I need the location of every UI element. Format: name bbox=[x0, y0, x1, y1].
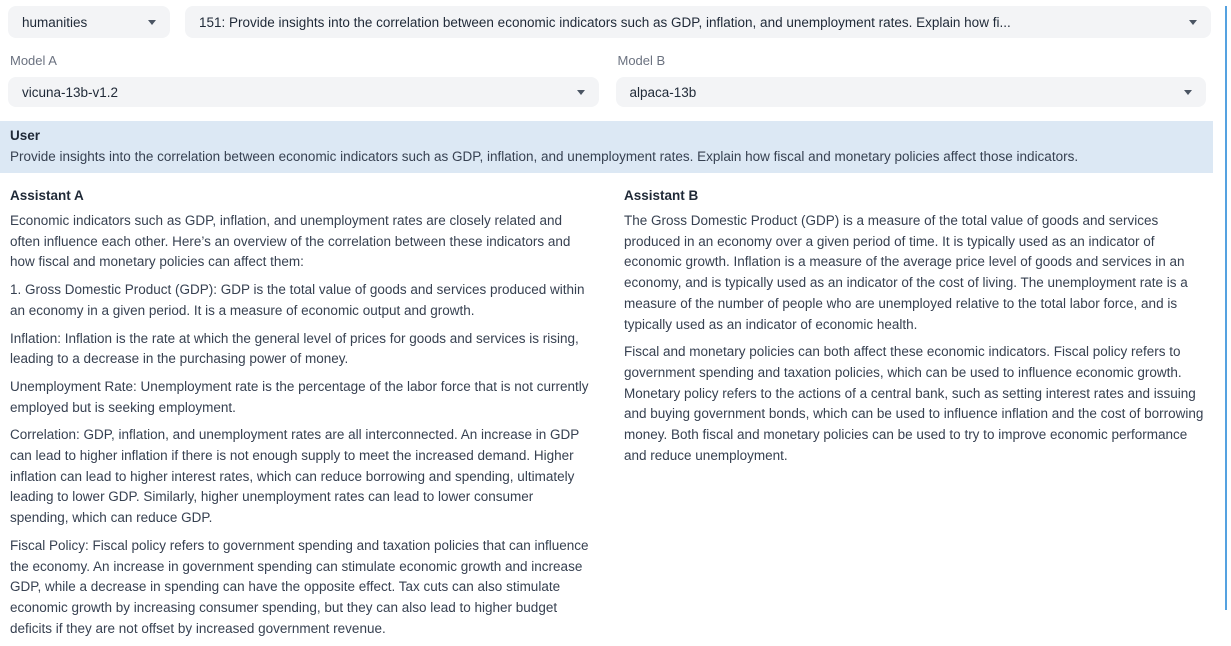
chevron-down-icon bbox=[1189, 20, 1197, 25]
answers-row bbox=[10, 185, 1206, 646]
assistant-b-paragraph: Fiscal and monetary policies can both affect these economic indicators. Fiscal policy refers to government spending and taxation policies, which can be used to influence economic growth. Monetary policy refers to the actions of a central bank, such as setting interest rates and issuing and buying government bonds, which can be used to influence inflation and the cost of borrowing money. Both fiscal and monetary policies can be used to try to improve economic performance and reduce unemployment. bbox=[624, 344, 1204, 463]
category-dropdown-value: humanities bbox=[22, 14, 88, 30]
assistant-b-heading: Assistant B bbox=[624, 188, 699, 203]
filter-row bbox=[8, 6, 1211, 38]
vertical-scrollbar[interactable] bbox=[1225, 6, 1227, 610]
category-dropdown[interactable] bbox=[8, 6, 170, 38]
model-a-dropdown-value: vicuna-13b-v1.2 bbox=[22, 84, 119, 100]
model-a-dropdown[interactable] bbox=[8, 77, 599, 107]
question-dropdown-value: 151: Provide insights into the correlation between economic indicators such as GDP, inflation, and unemployment rates. Explain how fi... bbox=[199, 14, 1011, 30]
model-a-selector bbox=[8, 53, 599, 107]
model-selector-row bbox=[8, 53, 1206, 107]
assistant-a-paragraph: Inflation: Inflation is the rate at which the general level of prices for goods and services is rising, leading to a decrease in the purchasing power of money. bbox=[10, 330, 579, 367]
assistant-a-heading: Assistant A bbox=[10, 188, 84, 203]
assistant-a-paragraph: 1. Gross Domestic Product (GDP): GDP is the total value of goods and services produced within an economy in a given period. It is a measure of economic output and growth. bbox=[10, 282, 585, 318]
question-dropdown[interactable] bbox=[185, 6, 1211, 38]
assistant-a-paragraph: Unemployment Rate: Unemployment rate is the percentage of the labor force that is not currently employed but is seeking employment. bbox=[10, 378, 589, 415]
model-b-label: Model B bbox=[617, 53, 666, 68]
user-message bbox=[0, 121, 1213, 173]
assistant-a-paragraph: Economic indicators such as GDP, inflation, and unemployment rates are closely related and often influence each other. Here’s an overview of the correlation between these indicators and how fiscal and monetary policies can affect them: bbox=[10, 213, 571, 270]
model-b-selector bbox=[616, 53, 1207, 107]
assistant-b-panel bbox=[624, 185, 1206, 646]
assistant-a-panel bbox=[10, 185, 592, 646]
user-message-text: Provide insights into the correlation between economic indicators such as GDP, inflation, and unemployment rates. Explain how fiscal and monetary policies affect those indicators. bbox=[10, 149, 1079, 164]
chevron-down-icon bbox=[577, 90, 585, 95]
model-b-dropdown-value: alpaca-13b bbox=[629, 84, 697, 100]
assistant-b-paragraph: The Gross Domestic Product (GDP) is a measure of the total value of goods and services produced in an economy over a given period of time. It is typically used as an indicator of economic growth. Inflation is a measure of the average price level of goods and services in an economy, and is typically used as an indicator of the cost of living. The unemployment rate is a measure of the number of people who are unemployed relative to the total labor force, and is typically used as an indicator of economic health. bbox=[624, 213, 1188, 332]
chevron-down-icon bbox=[1184, 90, 1192, 95]
model-a-label: Model A bbox=[10, 53, 57, 68]
model-b-dropdown[interactable] bbox=[616, 77, 1207, 107]
chevron-down-icon bbox=[148, 20, 156, 25]
user-message-heading: User bbox=[10, 128, 41, 143]
qa-browser-page bbox=[0, 6, 1231, 636]
assistant-a-paragraph: Fiscal Policy: Fiscal policy refers to government spending and taxation policies that can influence the economy. An increase in government spending can stimulate economic growth and increase GDP, while a decrease in spending can have the opposite effect. Tax cuts can also stimulate economic growth by increasing consumer spending, but they can also lead to higher budget deficits if they are not offset by increased government revenue. bbox=[10, 537, 589, 636]
assistant-a-paragraph: Correlation: GDP, inflation, and unemployment rates are all interconnected. An increase in GDP can lead to higher inflation if there is not enough supply to meet the increased demand. Higher inflation can lead to higher interest rates, which can reduce borrowing and spending, ultimately leading to lower GDP. Similarly, higher unemployment rates can lead to lower consumer spending, which can reduce GDP. bbox=[10, 427, 580, 526]
